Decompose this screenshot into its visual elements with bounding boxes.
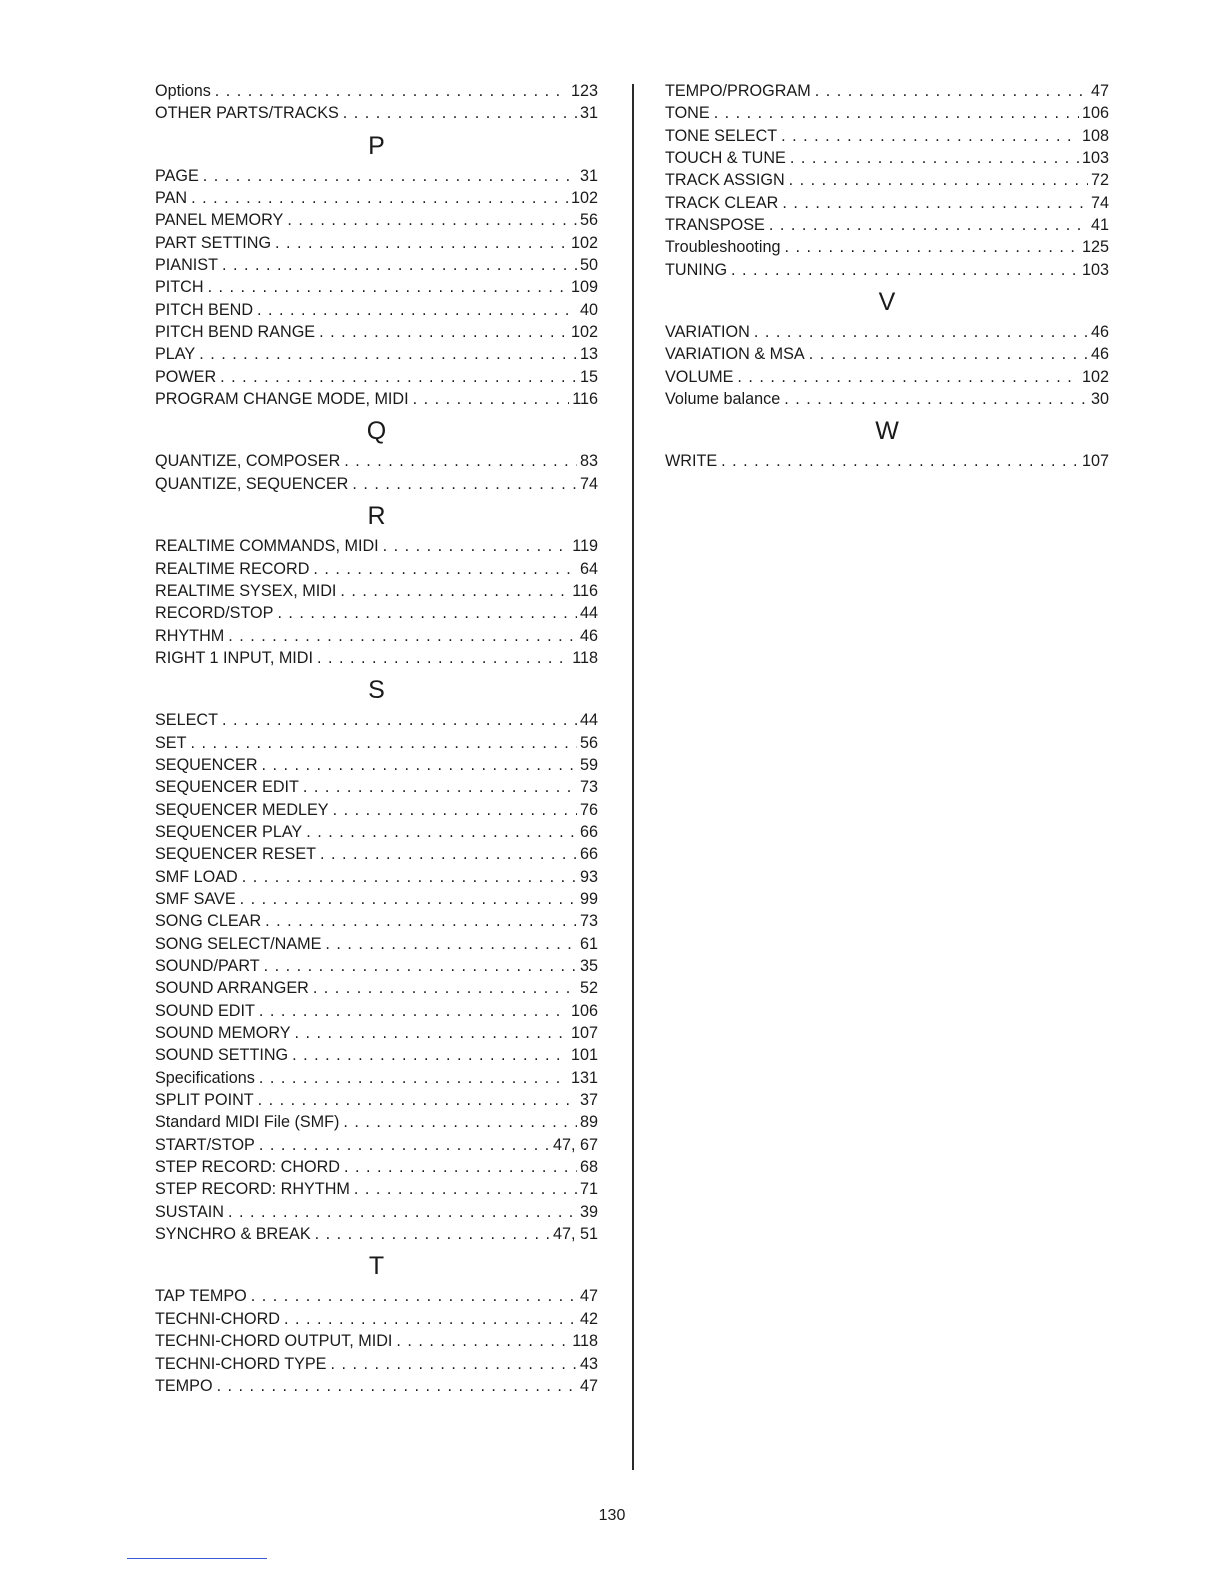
dot-leader (352, 473, 577, 495)
index-page-ref: 46 (1090, 323, 1109, 342)
index-entry (155, 1067, 598, 1089)
index-page-ref: 93 (579, 867, 598, 886)
dot-leader (257, 299, 577, 321)
index-entry (155, 821, 598, 843)
index-page-ref: 71 (579, 1180, 598, 1199)
dot-leader (330, 1353, 577, 1375)
index-term: REALTIME SYSEX, MIDI (155, 581, 337, 600)
index-page-ref: 42 (579, 1309, 598, 1328)
index-term: STEP RECORD: RHYTHM (155, 1180, 350, 1199)
index-page-ref: 47, 67 (552, 1135, 598, 1154)
index-page-ref: 107 (570, 1024, 598, 1043)
index-entry (665, 343, 1109, 365)
index-page-ref: 46 (579, 626, 598, 645)
index-entry (155, 1111, 598, 1133)
index-entry (155, 232, 598, 254)
section-letter-t: T (368, 1252, 385, 1281)
dot-leader (242, 866, 577, 888)
dot-leader (782, 192, 1088, 214)
dot-leader (340, 580, 569, 602)
index-page-ref: 44 (579, 604, 598, 623)
dot-leader (785, 236, 1079, 258)
index-page-ref: 106 (1081, 104, 1109, 123)
index-term: PART SETTING (155, 233, 272, 252)
dot-leader (222, 254, 577, 276)
dot-leader (259, 1067, 568, 1089)
dot-leader (343, 102, 577, 124)
dot-leader (217, 1375, 577, 1397)
index-entry (155, 473, 598, 495)
index-entry (155, 1223, 598, 1245)
dot-leader (190, 732, 577, 754)
page-number: 130 (598, 1507, 626, 1524)
index-entry (155, 625, 598, 647)
index-page-ref: 52 (579, 979, 598, 998)
index-page-ref: 89 (579, 1113, 598, 1132)
index-term: SOUND ARRANGER (155, 979, 309, 998)
index-page-ref: 37 (579, 1091, 598, 1110)
index-page-ref: 118 (572, 1332, 598, 1351)
index-page-ref: 106 (570, 1001, 598, 1020)
dot-leader (259, 1000, 568, 1022)
section-letter-p: P (368, 131, 385, 160)
index-entry (155, 254, 598, 276)
index-entry (665, 125, 1109, 147)
index-term: SELECT (155, 711, 218, 730)
dot-leader (215, 80, 568, 102)
index-term: OTHER PARTS/TRACKS (155, 104, 339, 123)
index-term: Options (155, 82, 211, 100)
index-page-ref: 76 (579, 800, 598, 819)
index-entry (155, 1134, 598, 1156)
index-page-ref: 109 (570, 278, 598, 297)
index-term: TONE SELECT (665, 126, 778, 145)
index-term: VARIATION & MSA (665, 345, 805, 364)
index-page-ref: 30 (1090, 390, 1109, 409)
dot-leader (251, 1285, 577, 1307)
index-term: VARIATION (665, 323, 750, 342)
dot-leader (220, 366, 577, 388)
index-page-ref: 102 (570, 189, 598, 208)
dot-leader (737, 366, 1079, 388)
index-page-ref: 61 (579, 934, 598, 953)
footer-rule (127, 1558, 267, 1559)
dot-leader (228, 1201, 577, 1223)
dot-leader (790, 147, 1079, 169)
index-page-ref: 41 (1090, 216, 1109, 235)
dot-leader (287, 209, 577, 231)
index-term: PITCH BEND RANGE (155, 323, 316, 342)
index-page-ref: 47 (579, 1376, 598, 1395)
index-term: TUNING (665, 260, 728, 279)
dot-leader (222, 709, 577, 731)
index-term: TAP TEMPO (155, 1287, 247, 1306)
index-entry (155, 977, 598, 999)
index-entry (155, 1308, 598, 1330)
index-entry (155, 776, 598, 798)
index-entry (155, 1022, 598, 1044)
index-term: PAN (155, 189, 188, 208)
index-entry (155, 580, 598, 602)
index-page-ref: 116 (572, 581, 598, 600)
dot-leader (303, 776, 577, 798)
dot-leader (325, 933, 577, 955)
index-page-ref: 108 (1081, 126, 1109, 145)
index-term: SEQUENCER (155, 755, 258, 774)
index-term: Volume balance (665, 390, 781, 409)
index-entry (155, 1178, 598, 1200)
index-entry (665, 321, 1109, 343)
index-page-ref: 74 (1090, 193, 1109, 212)
index-page-ref: 56 (579, 733, 598, 752)
section-letter-q: Q (366, 417, 387, 446)
dot-leader (319, 321, 568, 343)
section-letter-v: V (878, 288, 896, 317)
dot-leader (203, 165, 577, 187)
index-term: START/STOP (155, 1135, 255, 1154)
index-term: SUSTAIN (155, 1202, 224, 1221)
dot-leader (259, 1134, 550, 1156)
dot-leader (315, 1223, 550, 1245)
column-divider (632, 84, 634, 1470)
section-letter-s: S (368, 676, 385, 705)
index-page-ref: 15 (579, 367, 598, 386)
index-entry (155, 209, 598, 231)
dot-leader (731, 259, 1079, 281)
index-page-ref: 59 (579, 755, 598, 774)
index-entry (155, 754, 598, 776)
dot-leader (292, 1044, 568, 1066)
dot-leader (781, 125, 1079, 147)
index-entry (155, 343, 598, 365)
dot-leader (344, 1156, 577, 1178)
index-entry (665, 366, 1109, 388)
index-page-ref: 131 (570, 1068, 598, 1087)
index-term: RIGHT 1 INPUT, MIDI (155, 648, 313, 667)
index-column-right (665, 80, 1109, 473)
index-term: WRITE (665, 452, 718, 471)
index-term: PITCH BEND (155, 300, 254, 319)
index-page-ref: 119 (572, 537, 598, 556)
dot-leader (191, 187, 568, 209)
index-term: QUANTIZE, COMPOSER (155, 452, 341, 471)
index-entry (155, 1285, 598, 1307)
index-term: SOUND/PART (155, 957, 260, 975)
index-entry (155, 1330, 598, 1352)
index-term: TECHNI-CHORD OUTPUT, MIDI (155, 1332, 393, 1351)
index-term: REALTIME RECORD (155, 559, 310, 578)
index-entry (155, 299, 598, 321)
dot-leader (277, 602, 577, 624)
index-entry (155, 102, 598, 124)
dot-leader (714, 102, 1079, 124)
dot-leader (275, 232, 568, 254)
index-term: TOUCH & TUNE (665, 149, 786, 168)
index-page-ref: 102 (570, 233, 598, 252)
index-page-ref: 40 (579, 300, 598, 319)
index-term: SPLIT POINT (155, 1091, 254, 1110)
index-entry (155, 450, 598, 472)
dot-leader (258, 1089, 577, 1111)
index-entry (155, 80, 598, 102)
dot-leader (754, 321, 1088, 343)
index-term: Specifications (155, 1068, 255, 1087)
index-term: SOUND EDIT (155, 1001, 255, 1020)
index-page-ref: 66 (579, 822, 598, 841)
section-letter-w: W (875, 417, 899, 446)
dot-leader (344, 450, 577, 472)
index-entry (155, 1375, 598, 1397)
index-entry (155, 933, 598, 955)
index-page-ref: 99 (579, 889, 598, 908)
index-entry (155, 843, 598, 865)
index-entry (665, 102, 1109, 124)
index-entry (155, 910, 598, 932)
index-entry (155, 866, 598, 888)
index-page-ref: 125 (1081, 238, 1109, 257)
index-page-ref: 44 (579, 711, 598, 730)
dot-leader (769, 214, 1088, 236)
index-entry (155, 709, 598, 731)
index-page-ref: 123 (570, 82, 598, 100)
index-entry (665, 214, 1109, 236)
dot-leader (809, 343, 1088, 365)
dot-leader (789, 169, 1088, 191)
index-page-ref: 47 (1090, 82, 1109, 100)
index-entry (155, 1156, 598, 1178)
index-term: SEQUENCER EDIT (155, 778, 299, 797)
index-column-left (155, 80, 598, 1397)
index-entry (155, 321, 598, 343)
index-entry (665, 450, 1109, 472)
index-entry (155, 1089, 598, 1111)
index-term: TRACK ASSIGN (665, 171, 785, 190)
index-entry (155, 647, 598, 669)
index-page-ref: 46 (1090, 345, 1109, 364)
index-page-ref: 116 (572, 390, 598, 409)
index-entry (665, 259, 1109, 281)
index-term: SMF SAVE (155, 889, 236, 908)
index-page-ref: 47, 51 (552, 1225, 598, 1244)
dot-leader (815, 80, 1088, 102)
index-entry (665, 236, 1109, 258)
index-page-ref: 73 (579, 778, 598, 797)
dot-leader (721, 450, 1079, 472)
index-page-ref: 73 (579, 912, 598, 931)
dot-leader (396, 1330, 569, 1352)
dot-leader (784, 388, 1088, 410)
index-term: PANEL MEMORY (155, 211, 284, 230)
index-page-ref: 47 (579, 1287, 598, 1306)
index-entry (155, 602, 598, 624)
index-term: TEMPO (155, 1376, 213, 1395)
index-page-ref: 101 (570, 1046, 598, 1065)
index-term: PIANIST (155, 256, 218, 275)
index-term: TONE (665, 104, 710, 123)
index-term: SET (155, 733, 187, 752)
index-term: PAGE (155, 166, 199, 185)
index-page-ref: 72 (1090, 171, 1109, 190)
index-entry (155, 388, 598, 410)
index-entry (665, 147, 1109, 169)
index-entry (155, 535, 598, 557)
index-entry (665, 192, 1109, 214)
index-entry (155, 165, 598, 187)
index-page-ref: 103 (1081, 149, 1109, 168)
index-term: VOLUME (665, 367, 734, 386)
index-term: PROGRAM CHANGE MODE, MIDI (155, 390, 409, 409)
index-term: POWER (155, 367, 217, 386)
dot-leader (354, 1178, 577, 1200)
dot-leader (240, 888, 577, 910)
index-term: SYNCHRO & BREAK (155, 1225, 311, 1244)
index-term: SOUND MEMORY (155, 1024, 291, 1043)
index-entry (665, 169, 1109, 191)
index-entry (155, 955, 598, 977)
section-letter-r: R (367, 502, 386, 531)
index-page-ref: 118 (572, 648, 598, 667)
index-page-ref: 68 (579, 1158, 598, 1177)
index-entry (155, 276, 598, 298)
index-term: Standard MIDI File (SMF) (155, 1113, 340, 1132)
index-entry (155, 366, 598, 388)
dot-leader (208, 276, 568, 298)
index-page-ref: 13 (579, 345, 598, 364)
index-term: SOUND SETTING (155, 1046, 289, 1065)
index-entry (155, 558, 598, 580)
index-page-ref: 31 (579, 104, 598, 123)
index-term: TRANSPOSE (665, 216, 765, 235)
index-term: SONG SELECT/NAME (155, 934, 322, 953)
index-entry (155, 1353, 598, 1375)
index-term: Troubleshooting (665, 238, 781, 257)
dot-leader (333, 799, 577, 821)
index-page-ref: 103 (1081, 260, 1109, 279)
dot-leader (313, 977, 577, 999)
dot-leader (413, 388, 570, 410)
index-entry (155, 732, 598, 754)
index-entry (155, 1000, 598, 1022)
index-term: STEP RECORD: CHORD (155, 1158, 340, 1177)
index-page-ref: 64 (579, 559, 598, 578)
dot-leader (343, 1111, 577, 1133)
index-term: RHYTHM (155, 626, 225, 645)
index-term: TEMPO/PROGRAM (665, 82, 811, 100)
index-page-ref: 74 (579, 474, 598, 493)
index-term: TRACK CLEAR (665, 193, 779, 212)
index-page-ref: 102 (570, 323, 598, 342)
dot-leader (199, 343, 577, 365)
dot-leader (306, 821, 577, 843)
index-term: REALTIME COMMANDS, MIDI (155, 537, 379, 556)
index-entry (155, 888, 598, 910)
index-page-ref: 66 (579, 845, 598, 864)
index-term: SEQUENCER MEDLEY (155, 800, 329, 819)
dot-leader (383, 535, 570, 557)
index-term: SONG CLEAR (155, 912, 262, 931)
index-page-ref: 39 (579, 1202, 598, 1221)
index-term: SEQUENCER PLAY (155, 822, 303, 841)
dot-leader (317, 647, 569, 669)
index-page-ref: 102 (1081, 367, 1109, 386)
dot-leader (228, 625, 577, 647)
index-page-ref: 56 (579, 211, 598, 230)
index-page-ref: 50 (579, 256, 598, 275)
index-entry (155, 1201, 598, 1223)
index-term: PLAY (155, 345, 196, 364)
index-page-ref: 43 (579, 1354, 598, 1373)
dot-leader (320, 843, 577, 865)
index-entry (665, 80, 1109, 102)
dot-leader (284, 1308, 577, 1330)
index-page-ref: 31 (579, 166, 598, 185)
dot-leader (295, 1022, 568, 1044)
index-term: SEQUENCER RESET (155, 845, 317, 864)
index-page-ref: 35 (579, 957, 598, 975)
index-page-ref: 83 (579, 452, 598, 471)
index-entry (155, 1044, 598, 1066)
dot-leader (313, 558, 577, 580)
index-term: TECHNI-CHORD (155, 1309, 280, 1328)
index-term: QUANTIZE, SEQUENCER (155, 474, 349, 493)
index-entry (665, 388, 1109, 410)
index-term: TECHNI-CHORD TYPE (155, 1354, 327, 1373)
index-term: PITCH (155, 278, 204, 297)
index-entry (155, 187, 598, 209)
index-entry (155, 799, 598, 821)
index-term: SMF LOAD (155, 867, 238, 886)
index-page-ref: 107 (1081, 452, 1109, 471)
index-term: RECORD/STOP (155, 604, 274, 623)
dot-leader (262, 754, 577, 776)
dot-leader (264, 955, 577, 977)
dot-leader (265, 910, 577, 932)
